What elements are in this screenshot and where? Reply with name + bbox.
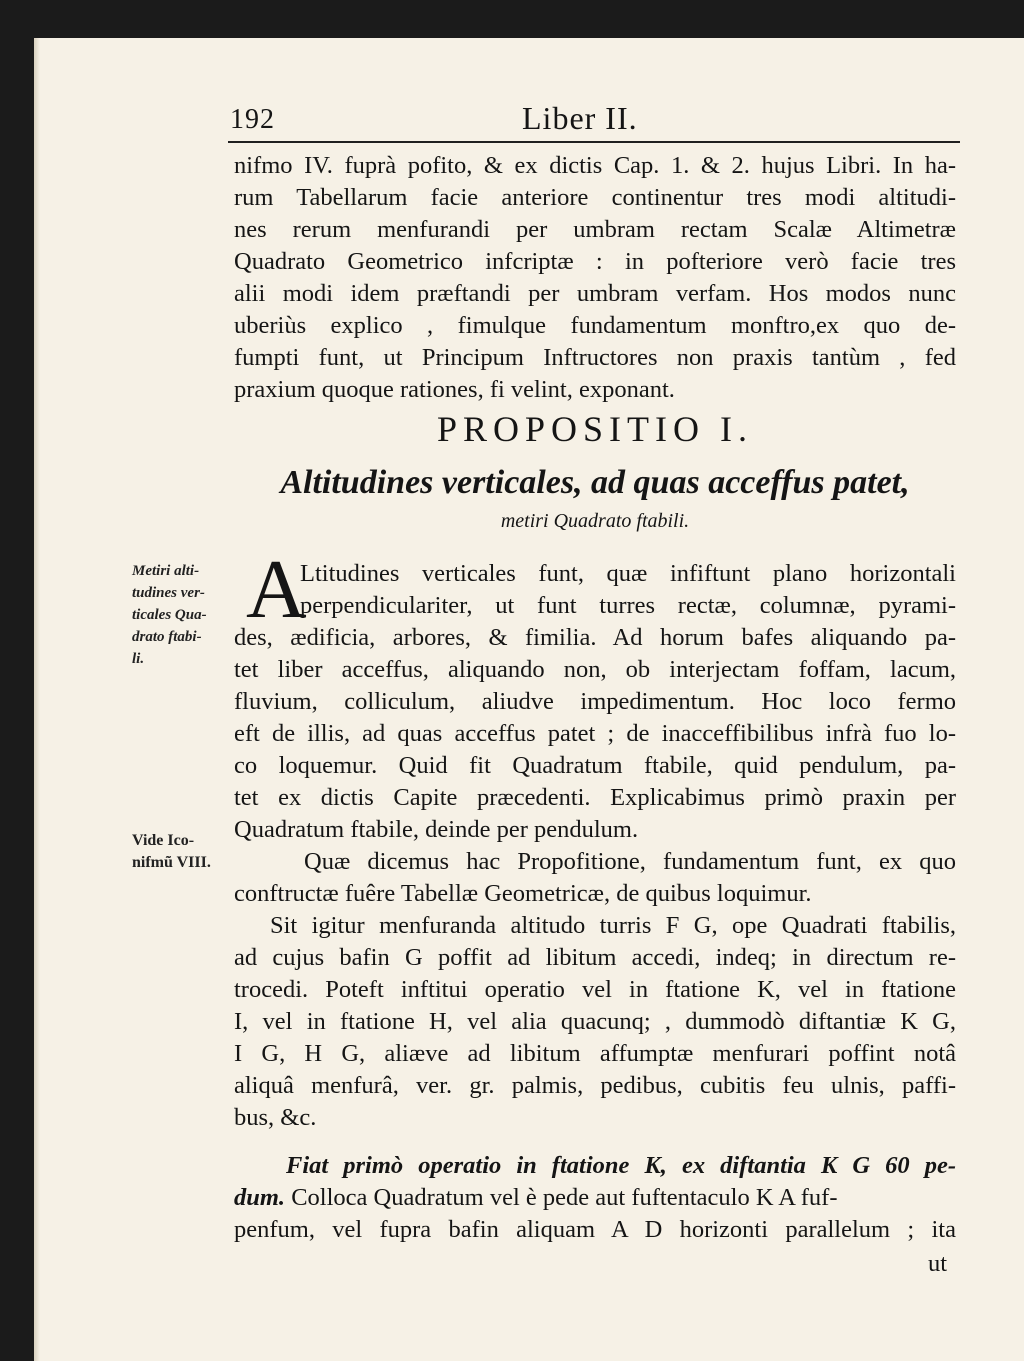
- italic-body-line: Fiat primò operatio in ftatione K, ex diftantia K G 60 pe-: [286, 1152, 956, 1179]
- intro-line: praxium quoque rationes, fi velint, exponant.: [234, 376, 675, 403]
- margin-note-line: drato ftabi-: [132, 629, 202, 645]
- italic-fragment: dum.: [234, 1184, 286, 1211]
- body-line: co loquemur. Quid fit Quadratum ftabile, quid pendulum, pa-: [234, 752, 956, 779]
- body-fragment: Colloca Quadratum vel è pede aut fuftentaculo K A fuf-: [285, 1184, 838, 1211]
- body-line: Quæ dicemus hac Propofitione, fundamentum funt, ex quo: [304, 848, 956, 875]
- margin-note-line: Vide Ico-: [132, 832, 195, 849]
- body-line: ad cujus bafin G poffit ad libitum accedi, indeq; in directum re-: [234, 944, 956, 971]
- page-number: 192: [230, 104, 275, 135]
- body-line: penfum, vel fupra bafin aliquam A D horizonti parallelum ; ita: [234, 1216, 956, 1243]
- page-gutter-shadow: [34, 38, 40, 1361]
- body-line: conftructæ fuêre Tabellæ Geometricæ, de quibus loquimur.: [234, 880, 812, 907]
- margin-note-line: li.: [132, 651, 145, 667]
- body-line: Ltitudines verticales funt, quæ infiftunt plano horizontali: [300, 560, 956, 587]
- margin-note-line: tudines ver-: [132, 585, 205, 601]
- body-line: bus, &c.: [234, 1104, 317, 1131]
- body-line: perpendiculariter, ut funt turres rectæ, columnæ, pyrami-: [300, 592, 956, 619]
- intro-line: Quadrato Geometrico infcriptæ : in pofteriore verò facie tres: [234, 248, 956, 275]
- body-line: I, vel in ftatione H, vel alia quacunq; , dummodò diftantiæ K G,: [234, 1008, 956, 1035]
- running-head: Liber II.: [522, 100, 638, 136]
- body-line: eft de illis, ad quas acceffus patet ; de inacceffibilibus infrà fuo lo-: [234, 720, 956, 747]
- margin-note-line: nifmũ VIII.: [132, 854, 211, 871]
- proposition-title: Altitudines verticales, ad quas acceffus patet,: [280, 464, 910, 501]
- catchword: ut: [928, 1250, 948, 1277]
- body-line: Sit igitur menfuranda altitudo turris F G, ope Quadrati ftabilis,: [270, 912, 956, 939]
- proposition-heading: PROPOSITIO I.: [436, 409, 754, 449]
- body-line: trocedi. Poteft inftitui operatio vel in ftatione K, vel in ftatione: [234, 976, 956, 1003]
- body-line: tet ex dictis Capite præcedenti. Explicabimus primò praxin per: [234, 784, 956, 811]
- intro-line: nifmo IV. fuprà pofito, & ex dictis Cap. 1. & 2. hujus Libri. In ha-: [234, 152, 956, 179]
- margin-note-line: ticales Qua-: [132, 607, 207, 623]
- intro-line: rum Tabellarum facie anteriore continentur tres modi altitudi-: [234, 184, 956, 211]
- margin-note: [132, 560, 207, 670]
- body-line: fluvium, colliculum, aliudve impedimentum. Hoc loco fermo: [234, 688, 956, 715]
- intro-line: alii modi idem præftandi per umbram verfam. Hos modos nunc: [234, 280, 956, 307]
- intro-line: nes rerum menfurandi per umbram rectam Scalæ Altimetræ: [234, 216, 956, 243]
- header-rule: [228, 141, 960, 143]
- drop-cap: A: [246, 543, 307, 636]
- body-line: [234, 1182, 838, 1214]
- body-line: aliquâ menfurâ, ver. gr. palmis, pedibus, cubitis feu ulnis, paffi-: [234, 1072, 956, 1099]
- body-line: des, ædificia, arbores, & fimilia. Ad horum bafes aliquando pa-: [234, 624, 956, 651]
- intro-line: fumpti funt, ut Principum Inftructores non praxis tantùm , fed: [234, 344, 956, 371]
- body-line: I G, H G, aliæve ad libitum affumptæ menfurari poffint notâ: [234, 1040, 956, 1067]
- margin-note-line: Metiri alti-: [132, 563, 200, 579]
- body-line: tet liber acceffus, aliquando non, ob interjectam foffam, lacum,: [234, 656, 956, 683]
- intro-line: uberiùs explico , fimulque fundamentum monftro,ex quo de-: [234, 312, 956, 339]
- proposition-subtitle: metiri Quadrato ftabili.: [500, 510, 690, 532]
- margin-note: [132, 830, 211, 874]
- body-line: Quadratum ftabile, deinde per pendulum.: [234, 816, 639, 843]
